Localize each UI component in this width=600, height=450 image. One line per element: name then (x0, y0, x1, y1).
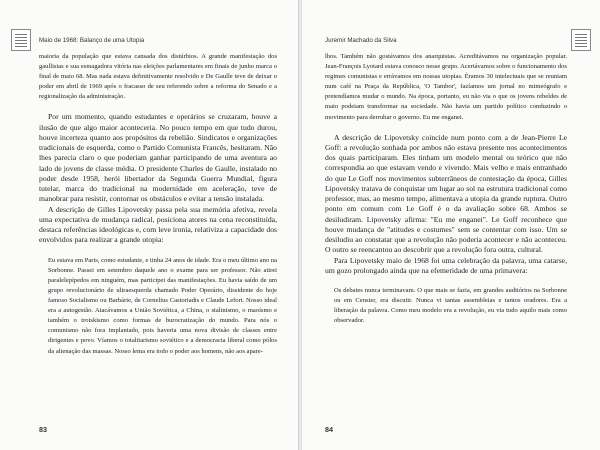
left-page (0, 0, 299, 450)
paragraph: Para Lipovetsky maio de 1968 foi uma celebração da palavra, uma catarse, um gozo prolongado ainda que na efemeridade de uma primavera: (325, 255, 567, 275)
page-body (325, 52, 567, 410)
paragraph: A descrição de Gilles Lipovetsky passa pela sua memória afetiva, revela uma expectativa de mudança radical, posiciona atores na cena reconstituída, destaca referências ideológicas e, com leve ironia, relativiza a capacidade dos envolvidos para realizar a grande utopia: (39, 204, 277, 245)
right-page (301, 0, 600, 450)
page-number: 84 (325, 425, 333, 434)
running-head: Maio de 1968: Balanço de uma Utopia (39, 37, 145, 44)
block-quote: Eu estava em Paris, como estudante, e tinha 24 anos de idade. Era o meu último ano na Sorbonne. Passei em setembro daquele ano o exame para ser professor. Não atirei paralelepípedos em ninguém, mas participei das manifestações. Eu havia saído de um grupo revolucionário de ultraesquerda chamado Poder Operário, dissidente do hoje famoso Socialismo ou Barbárie, de Cornelius Castoriadis e Claude Lefort. Nosso ideal era a autogestão. Atacávamos a União Soviética, a China, o stalinismo, o maoísmo e também o trotskismo como formas de burocratização do mundo. Para nós o comunismo não fora implantado, pois haveria uma nova divisão de classes entre dirigentes e povo. Víamos o totalitarismo soviético e a democracia liberal como pólos da alienação das massas. Nosso lema era todo o poder aos homens, não aos apare- (48, 256, 277, 355)
block-quote: lhos. Também não gostávamos dos anarquistas. Acreditávamos na organização popular. Jean-François Lyotard estava conosco nesse grupo. Acertávamos sobre o funcionamento dos regimes comunistas e errávamos em nossas utopias. Éramos 30 intelectuais que se reuniam num café na Praça da República, 'O Tambor', fazíamos um jornal no mimeógrafo e pretendíamos mudar o mundo. Na época, portanto, eu não via o que os jovens rebeldes de maio podeiam transformar na sociedade. Não havia um partido político conduzindo o movimento para derrubar o governo. Eu me enganei. (325, 53, 567, 121)
paragraph: Por um momento, quando estudantes e operários se cruzaram, houve a ilusão de que algo maior aconteceria. No pouco tempo em que tudo durou, houve incerteza quanto aos propósitos da rebelião. Sindicatos e organizações tradicionais de esquerda, como o Partido Comunista Francês, hesitaram. Não lhes parecia claro o que poderiam ganhar participando de uma aventura ao lado de jovens de classe média. O presidente Charles de Gaulle, instalado no poder desde 1958, herói libertador da Segunda Guerra Mundial, figura tutelar, marca do tradicional na modernidade em aceleração, teve de manobrar para resistir, contornar os obstáculos e evitar a tensão instalada. (39, 112, 277, 204)
paragraph: A descrição de Lipovetsky coincide num ponto com a de Jean-Pierre Le Goff: a revolução sonhada por ambos não estava presente nos acontecimentos dos quais participaram. Eles tinham um modelo mental ou teórico que não correspondia ao que estavam vendo e vivendo. Mais velho e mais entranhado do que Le Goff nos movimentos subterrâneos de contestação da época, Gilles Lipovetsky tratava de conquistar um lugar ao sol na estrutura tradicional como professor, mas, ao mesmo tempo, alimentava a utopia da grande ruptura. Outro ponto em comum com Le Goff é o da avaliação sobre 68. Ambos se desiludiram. Lipovetsky afirma: "Eu me enganei". Le Goff reconhece que houve mudança de "atitudes e costumes" sem se contentar com isso. Um se desiludiu ao constatar que a revolução não poderia acontecer e não aconteceu. O outro se reencantou ao descobrir que a revolução fora outra, cultural. (325, 132, 567, 255)
page-body (39, 52, 277, 410)
block-quote: Os debates nunca terminavam. O que mais se fazia, em grandes auditórios na Sorbonne ou em Censier, era discutir. Nunca vi tantas assembleias e tantos oradores. Era a liberação da palavra. Como meu modelo era a revolução, eu via tudo aquilo mais como observador. (334, 287, 567, 325)
document-icon[interactable] (571, 29, 591, 51)
block-quote: maioria da população que estava cansada dos distúrbios. A grande manifestação dos gaullistas e sua esmagadora vitória nas eleições parlamentares em finais de junho marca o final de maio 68. Mas nada estava definitivamente resolvido e De Gaulle teve de deixar o poder em abril de 1969 após o fracasso de seu referendo sobre a reforma do Senado e a regionalização da administração. (39, 53, 277, 101)
running-head: Juremir Machado da Silva (325, 37, 397, 44)
document-icon[interactable] (11, 29, 31, 51)
page-number: 83 (39, 425, 47, 434)
